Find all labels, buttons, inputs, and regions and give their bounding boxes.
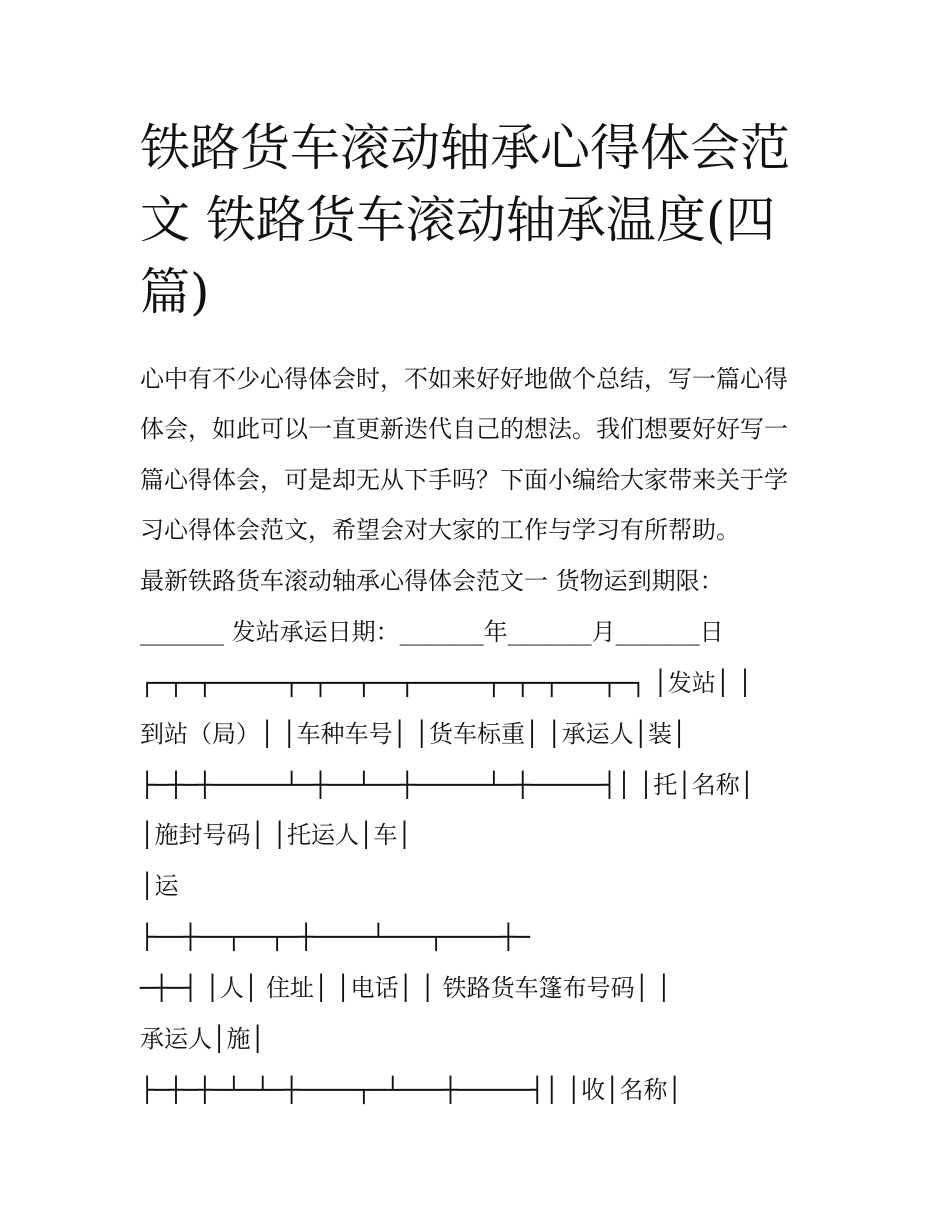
body-line-1: 心中有不少心得体会时，不如来好好地做个总结，写一篇心得	[140, 365, 788, 393]
body-line-10: │施封号码│ │托运人│车│	[140, 821, 412, 849]
body-line-7: ┌─┬─┬─────┬─┬──┬──┬─────┬─┬─┬───┬─┐ │发站│ │	[140, 669, 753, 697]
body-line-9: ├─┼─┼─────┴─┼──┴──┼─────┴─┼─────┤│ │托│名称│	[140, 771, 755, 799]
body-line-6: _______ 发站承运日期：_______年_______月_______日	[140, 618, 724, 646]
body-line-12: ├──┼──┬──┬─┼────┴───┬────┼─	[140, 923, 531, 951]
body-line-4: 习心得体会范文，希望会对大家的工作与学习有所帮助。	[140, 516, 740, 544]
body-line-14: 承运人│施│	[140, 1025, 265, 1053]
document-title	[140, 112, 820, 328]
body-line-13: ─┼─┤ │人│ 住址│ │电话│ │ 铁路货车篷布号码│ │	[140, 974, 672, 1002]
body-line-3: 篇心得体会，可是却无从下手吗？下面小编给大家带来关于学	[140, 466, 788, 494]
body-line-8: 到站（局）│ │车种车号│ │货车标重│ │承运人│装│	[140, 720, 687, 748]
body-line-5: 最新铁路货车滚动轴承心得体会范文一 货物运到期限：	[140, 567, 724, 595]
body-line-2: 体会，如此可以一直更新迭代自己的想法。我们想要好好写一	[140, 415, 788, 443]
title-line-2: 文 铁路货车滚动轴承温度(四	[140, 191, 776, 249]
title-line-3: 篇)	[140, 263, 210, 321]
body-line-11: │运	[140, 872, 179, 900]
title-line-1: 铁路货车滚动轴承心得体会范	[140, 119, 790, 177]
body-line-15: ├─┼─┼─┴─┴─┼────┬─┴───┼─────┤│ │收│名称│	[140, 1076, 683, 1104]
